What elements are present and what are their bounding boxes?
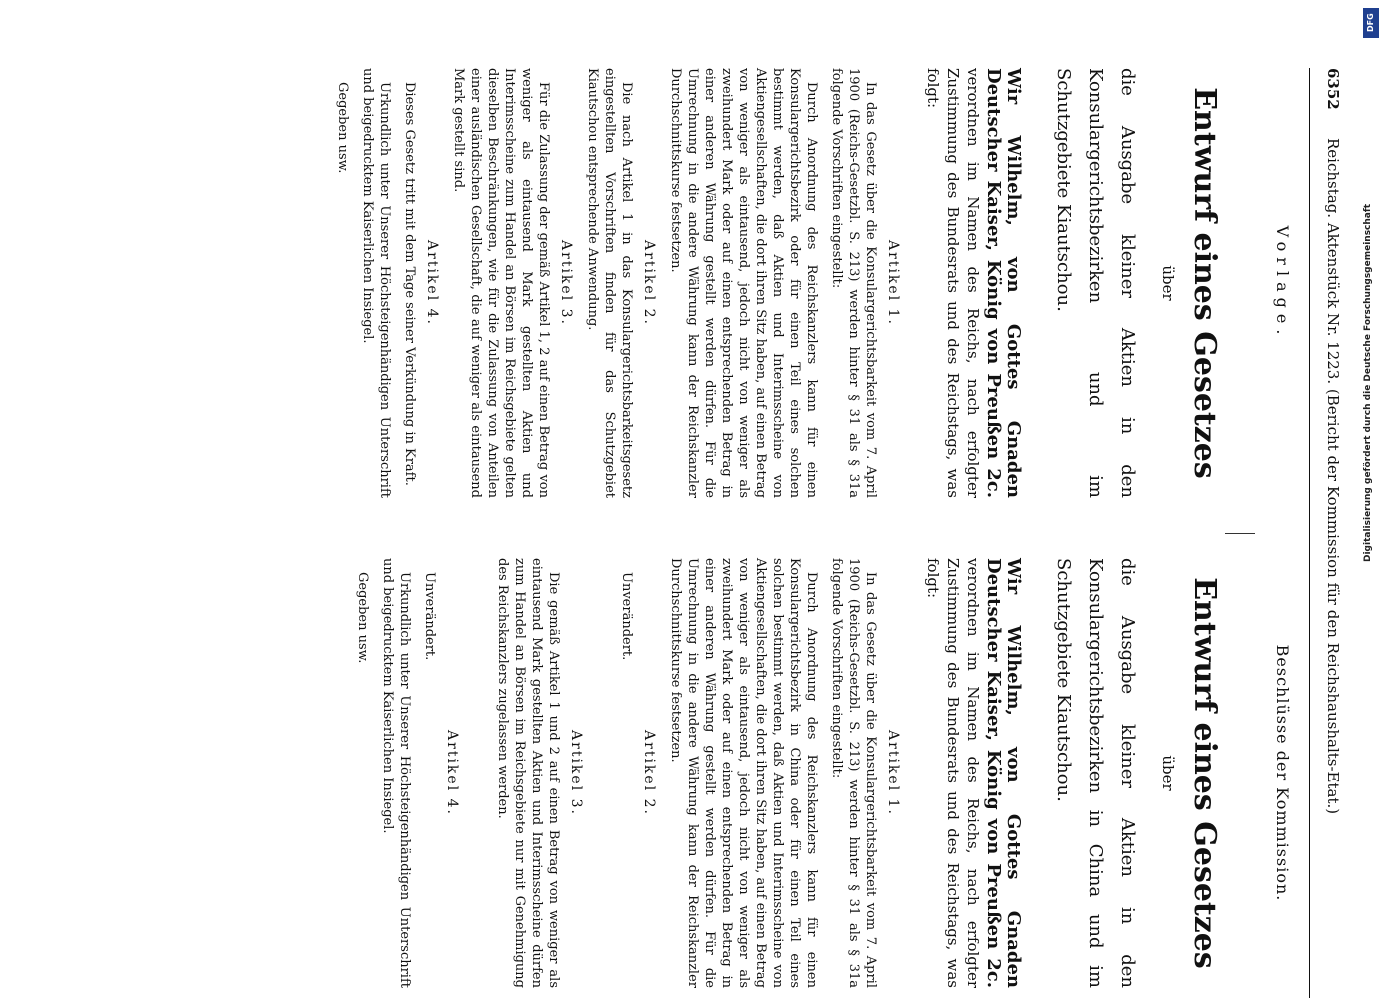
dfg-credit-text: Digitalisierung gefördert durch die Deutsche Forschungsgemeinschaft [1363,203,1373,562]
digitization-credit-strip [1363,8,1379,992]
left-column-heading: Vorlage. [1273,225,1292,341]
left-preamble [923,68,1023,498]
right-preamble-text: verordnen im Namen des Reichs, nach erfolgter Zustimmung des Bundesrats und des Reichstags, was folgt: [924,558,982,988]
right-article-3-paragraph: Die gemäß Artikel 1 und 2 auf einen Betrag von weniger als eintausend Mark gestellten Aktien und Interimsscheine dürfen zum Handel an Börsen im Reichsgebiete nur mit Genehmigung des Reichskanzlers zugelassen werden. [495,558,561,988]
column-divider [1225,533,1255,534]
right-preamble [923,558,1023,988]
left-article-1-heading: Artikel 1. [885,240,901,326]
left-article-4-paragraph: Dieses Gesetz tritt mit dem Tage seiner Verkündung in Kraft. [402,82,417,486]
document-page [60,68,1350,998]
left-subject: die Ausgabe kleiner Aktien in den Konsulargerichtsbezirken und im Schutzgebiete Kiautschou. [1053,68,1138,498]
right-title: Entwurf eines Gesetzes [1187,577,1222,969]
right-subject: die Ausgabe kleiner Aktien in den Konsulargerichtsbezirken in China und im Schutzgebiete Kiautschou. [1053,558,1138,988]
right-article-2-heading: Artikel 2. [641,730,657,816]
left-preamble-text: verordnen im Namen des Reichs, nach erfolgter Zustimmung des Bundesrats und des Reichstags, was folgt: [924,68,982,498]
dfg-logo: DFG [1363,8,1379,38]
right-article-1-paragraph-2: Durch Anordnung des Reichskanzlers kann für einen Konsulargerichtsbezirk in China oder für einen Teil eines solchen bestimmt werden, daß Aktien und Interimsscheine von Aktiengesellschaften, die dort ihren Sitz haben, auf einen Betrag von weniger als eintausend, jedoch nicht von weniger als zweihundert Mark oder auf einen entsprechenden Betrag in einer anderen Währung gestellt werden dürfen. Für die Umrechnung in die andere Währung kann der Reichskanzler Durchschnittskurse festsetzen. [668,558,819,988]
right-article-1-heading: Artikel 1. [885,730,901,816]
right-article-4-heading: Artikel 4. [444,730,460,816]
left-column [326,68,1240,498]
left-ueber: über [1159,265,1177,301]
left-article-1-paragraph-2: Durch Anordnung des Reichskanzlers kann für einen Konsulargerichtsbezirk oder für einen Teil eines solchen bestimmt werden, daß Aktien und Interimsscheine von Aktiengesellschaften, die dort ihren Sitz haben, auf einen Betrag von weniger als eintausend, jedoch nicht von weniger als zweihundert Mark oder auf einen entsprechenden Betrag in einer anderen Währung gestellt werden dürfen. Für die Umrechnung in die andere Währung kann der Reichskanzler Durchschnittskurse festsetzen. [668,68,819,498]
running-title: Reichstag. Aktenstück Nr. 1223. (Bericht der Kommission für den Reichshaushalts-Etat.) [1324,138,1342,815]
left-article-2-heading: Artikel 2. [641,240,657,326]
right-column [346,558,1240,988]
right-preamble-sovereign: Wir Wilhelm, von Gottes Gnaden Deutscher Kaiser, König von Preußen 2c. [983,558,1024,988]
left-title: Entwurf eines Gesetzes [1187,87,1222,479]
right-article-2-paragraph: Unverändert. [619,572,634,661]
left-given: Gegeben usw. [335,82,350,174]
right-article-1-paragraph-1: In das Gesetz über die Konsulargerichtsbarkeit vom 7. April 1900 (Reichs-Gesetzbl. S. 213) werden hinter § 31 als § 31a folgende Vorschriften eingestellt: [829,558,878,988]
left-article-3-heading: Artikel 3. [558,240,574,326]
right-article-4-paragraph: Unverändert. [422,572,437,661]
right-ueber: über [1159,755,1177,791]
left-article-3-paragraph: Für die Zulassung der gemäß Artikel 1, 2 auf einen Betrag von weniger als eintausend Mark gestellten Aktien und Interimsscheine zum Handel an Börsen im Reichsgebiete gelten dieselben Beschränkungen, wie für die Zulassung von Anteilen einer ausländischen Gesellschaft, die auf weniger als eintausend Mark gestellt sind. [451,68,551,498]
page-number: 6352 [1324,68,1342,110]
running-header [1309,68,1350,998]
right-article-3-heading: Artikel 3. [568,730,584,816]
left-article-1-paragraph-1: In das Gesetz über die Konsulargerichtsbarkeit vom 7. April 1900 (Reichs-Gesetzbl. S. 213) werden hinter § 31 als § 31a folgende Vorschriften eingestellt: [829,68,878,498]
left-article-4-heading: Artikel 4. [424,240,440,326]
left-preamble-sovereign: Wir Wilhelm, von Gottes Gnaden Deutscher Kaiser, König von Preußen 2c. [983,68,1024,498]
right-given: Gegeben usw. [355,572,370,664]
left-closing-formula: Urkundlich unter Unserer Höchsteigenhändigen Unterschrift und beigedrucktem Kaiserlichen Insiegel. [360,68,392,498]
right-closing-formula: Urkundlich unter Unserer Höchsteigenhändigen Unterschrift und beigedrucktem Kaiserlichen Insiegel. [380,558,412,988]
right-column-heading: Beschlüsse der Kommission. [1273,644,1292,902]
left-article-2-paragraph: Die nach Artikel 1 in das Konsulargerichtsbarkeitsgesetz eingestellten Vorschriften finden für das Schutzgebiet Kiautschou entsprechende Anwendung. [585,68,634,498]
